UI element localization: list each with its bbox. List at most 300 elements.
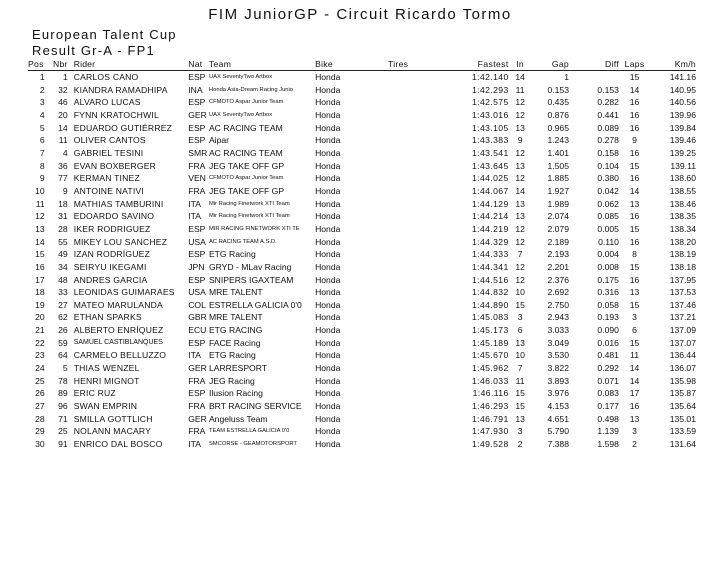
cell-nat: VEN: [188, 173, 206, 184]
cell-bike: Honda: [315, 388, 341, 399]
table-row: [28, 96, 696, 109]
cell-fastest: 1:42.575: [472, 97, 509, 108]
cell-pos: 10: [35, 185, 45, 196]
cell-nbr: 49: [58, 249, 68, 260]
cell-pos: 6: [39, 135, 45, 146]
cell-kmh: 133.59: [669, 426, 696, 437]
cell-kmh: 138.19: [669, 249, 696, 260]
cell-nbr: 64: [58, 350, 68, 361]
cell-kmh: 138.34: [669, 223, 696, 234]
cell-gap: 3.822: [547, 363, 569, 374]
cell-pos: 22: [35, 337, 45, 348]
cell-fastest: 1:46.293: [472, 401, 509, 412]
cell-kmh: 140.56: [669, 97, 696, 108]
cell-nbr: 25: [58, 426, 68, 437]
cell-gap: 1.401: [547, 147, 569, 158]
cell-pos: 12: [35, 211, 45, 222]
cell-bike: Honda: [315, 236, 341, 247]
table-row: [28, 147, 696, 160]
col-nat: Nat: [188, 59, 207, 71]
cell-rider: ENRICO DAL BOSCO: [73, 439, 163, 450]
cell-tires: [388, 438, 436, 451]
cell-kmh: 137.46: [669, 299, 696, 310]
cell-rider: ALBERTO ENRÍQUEZ: [73, 325, 164, 336]
cell-tires: [388, 172, 436, 185]
cell-rider: ANDRES GARCIA: [73, 274, 148, 285]
table-row: [28, 236, 696, 249]
cell-in: 12: [515, 261, 525, 272]
cell-pos: 5: [39, 122, 45, 133]
cell-bike: Honda: [315, 97, 341, 108]
cell-rider: KIANDRA RAMADHIPA: [73, 84, 168, 95]
cell-nbr: 1: [62, 72, 68, 82]
cell-diff: 0.042: [597, 185, 619, 196]
cell-bike: Honda: [315, 401, 341, 412]
table-row: [28, 286, 696, 299]
cell-diff: 0.153: [597, 84, 619, 95]
cell-tires: [388, 400, 436, 413]
cell-bike: Honda: [315, 350, 341, 361]
cell-tires: [388, 160, 436, 173]
cell-laps: 3: [632, 426, 637, 437]
cell-kmh: 138.55: [669, 185, 696, 196]
cell-laps: 15: [629, 337, 640, 348]
cell-fastest: 1:46.116: [472, 388, 509, 399]
cell-nbr: 34: [58, 261, 68, 272]
cell-nbr: 62: [58, 312, 68, 323]
cell-gap: 0.435: [547, 97, 569, 108]
cell-bike: Honda: [315, 439, 341, 450]
cell-nat: ITA: [188, 198, 201, 209]
cell-laps: 15: [629, 223, 640, 234]
cell-gap: 0.153: [547, 84, 569, 95]
cell-fastest: 1:44.214: [472, 211, 509, 222]
cell-nbr: 31: [58, 211, 68, 222]
cell-team: FACE Racing: [208, 337, 261, 348]
cell-kmh: 138.20: [669, 236, 696, 247]
cell-nbr: 9: [62, 185, 68, 196]
cell-nat: INA: [188, 84, 203, 95]
cell-bike: Honda: [315, 375, 341, 386]
col-gap: Gap: [532, 59, 569, 71]
col-tires: Tires: [388, 59, 436, 71]
cell-nbr: 91: [58, 439, 68, 450]
cell-rider: MIKEY LOU SANCHEZ: [73, 236, 168, 247]
cell-in: 7: [517, 249, 523, 260]
cell-fastest: 1:45.189: [472, 337, 509, 348]
cell-nbr: 5: [62, 363, 68, 374]
cell-rider: SMILLA GOTTLICH: [73, 413, 153, 424]
cell-team: GRYD - MLav Racing: [208, 261, 292, 272]
cell-diff: 0.058: [597, 299, 619, 310]
cell-gap: 2.750: [547, 299, 569, 310]
cell-rider: EDUARDO GUTIÉRREZ: [73, 122, 173, 133]
results-table-header: [28, 59, 696, 71]
cell-rider: LEONIDAS GUIMARAES: [73, 287, 175, 298]
cell-laps: 8: [632, 249, 637, 260]
cell-tires: [388, 387, 436, 400]
cell-gap: 7.388: [547, 439, 569, 450]
cell-pos: 28: [35, 413, 45, 424]
results-table-body: [28, 71, 696, 451]
cell-tires: [388, 223, 436, 236]
cell-in: 12: [515, 109, 525, 120]
page-title: FIM JuniorGP - Circuit Ricardo Tormo: [208, 6, 512, 23]
cell-rider: ETHAN SPARKS: [73, 312, 142, 323]
cell-rider: EVAN BOXBERGER: [73, 160, 157, 171]
cell-pos: 27: [35, 401, 45, 412]
cell-pos: 14: [35, 236, 45, 247]
cell-diff: 0.004: [597, 249, 619, 260]
table-row: [28, 425, 696, 438]
cell-kmh: 139.11: [670, 160, 696, 171]
cell-in: 14: [515, 72, 525, 82]
cell-team: CFMOTO Aspar Junior Team: [208, 99, 284, 106]
cell-bike: Honda: [315, 198, 341, 209]
cell-laps: 9: [632, 135, 637, 146]
cell-pos: 4: [39, 109, 45, 120]
cell-pos: 29: [35, 426, 45, 437]
cell-rider: ALVARO LUCAS: [73, 97, 141, 108]
cell-laps: 11: [630, 350, 639, 361]
table-row: [28, 198, 696, 211]
cell-laps: 15: [629, 160, 640, 171]
cell-nbr: 36: [58, 160, 68, 171]
cell-diff: 0.110: [598, 236, 619, 247]
cell-laps: 16: [629, 147, 640, 158]
cell-nat: ITA: [188, 211, 201, 222]
cell-pos: 8: [39, 160, 45, 171]
cell-diff: 0.085: [597, 211, 619, 222]
cell-pos: 18: [35, 287, 45, 298]
cell-tires: [388, 337, 436, 350]
cell-gap: 2.376: [547, 274, 569, 285]
cell-gap: 1.885: [547, 173, 569, 184]
cell-gap: 3.530: [547, 350, 569, 361]
cell-nat: FRA: [188, 401, 206, 412]
cell-pos: 23: [35, 350, 45, 361]
cell-diff: 0.104: [597, 160, 619, 171]
cell-laps: 14: [629, 84, 640, 95]
cell-in: 10: [515, 350, 525, 361]
cell-team: JEG TAKE OFF GP: [208, 185, 285, 196]
cell-nat: FRA: [188, 160, 206, 171]
cell-gap: 4.153: [547, 401, 569, 412]
cell-gap: 1.927: [547, 185, 569, 196]
cell-kmh: 139.25: [669, 147, 696, 158]
cell-nbr: 27: [58, 299, 68, 310]
cell-in: 12: [515, 173, 525, 184]
cell-gap: 3.033: [547, 325, 569, 336]
championship-name: European Talent Cup: [32, 27, 177, 42]
cell-rider: CARMELO BELLUZZO: [73, 350, 167, 361]
table-row: [28, 71, 696, 84]
cell-bike: Honda: [315, 185, 341, 196]
cell-in: 12: [515, 223, 525, 234]
cell-fastest: 1:49.528: [472, 439, 509, 450]
cell-fastest: 1:44.329: [472, 236, 509, 247]
col-kmh: Km/h: [650, 59, 696, 71]
cell-bike: Honda: [315, 72, 341, 82]
cell-pos: 30: [35, 439, 45, 450]
cell-pos: 25: [35, 375, 45, 386]
col-team: Team: [207, 59, 313, 71]
cell-kmh: 138.18: [669, 261, 696, 272]
cell-team: MRE TALENT: [208, 287, 263, 298]
cell-fastest: 1:44.890: [472, 299, 509, 310]
table-row: [28, 274, 696, 287]
cell-kmh: 139.46: [669, 135, 696, 146]
cell-nat: ECU: [188, 325, 207, 336]
cell-in: 12: [515, 236, 525, 247]
cell-diff: 0.292: [597, 363, 619, 374]
cell-gap: 2.692: [547, 287, 569, 298]
header-row: [28, 59, 696, 71]
cell-team: Mir Racing Finetwork XTI Team: [208, 200, 290, 207]
cell-diff: 0.481: [597, 350, 619, 361]
cell-bike: Honda: [315, 287, 341, 298]
cell-gap: 3.976: [547, 388, 569, 399]
cell-gap: 3.049: [547, 337, 569, 348]
cell-nbr: 11: [58, 135, 68, 146]
cell-bike: Honda: [315, 261, 341, 272]
cell-nat: ITA: [188, 439, 201, 450]
cell-nat: FRA: [188, 185, 206, 196]
table-row: [28, 223, 696, 236]
cell-diff: 0.158: [597, 147, 619, 158]
cell-nat: COL: [188, 299, 206, 310]
cell-in: 15: [515, 388, 525, 399]
cell-in: 10: [515, 287, 525, 298]
table-row: [28, 172, 696, 185]
cell-gap: 1: [564, 72, 569, 82]
cell-nbr: 77: [58, 173, 68, 184]
cell-tires: [388, 210, 436, 223]
cell-nat: ESP: [188, 97, 206, 108]
cell-bike: Honda: [315, 426, 341, 437]
cell-fastest: 1:44.333: [472, 249, 509, 260]
cell-kmh: 140.95: [669, 84, 696, 95]
cell-nat: GBR: [188, 312, 207, 323]
cell-nat: ESP: [188, 274, 206, 285]
cell-nbr: 20: [58, 109, 68, 120]
cell-diff: 0.090: [597, 325, 619, 336]
cell-nat: FRA: [188, 426, 206, 437]
cell-laps: 2: [632, 439, 637, 450]
cell-laps: 16: [629, 211, 640, 222]
cell-diff: 0.380: [597, 173, 619, 184]
cell-in: 13: [515, 337, 525, 348]
cell-nbr: 55: [58, 236, 68, 247]
cell-tires: [388, 299, 436, 312]
cell-nat: GER: [188, 363, 207, 374]
cell-pos: 7: [39, 147, 45, 158]
cell-in: 13: [515, 413, 525, 424]
cell-team: ESTRELLA GALICIA 0'0: [208, 299, 302, 310]
cell-diff: 0.008: [597, 261, 619, 272]
cell-diff: 0.016: [597, 337, 619, 348]
cell-pos: 11: [35, 198, 45, 209]
cell-laps: 13: [629, 413, 640, 424]
cell-pos: 2: [39, 84, 45, 95]
cell-in: 11: [515, 84, 525, 95]
cell-nat: USA: [188, 287, 206, 298]
cell-laps: 15: [629, 299, 640, 310]
cell-team: UAX SeventyTwo Artbox: [208, 74, 273, 80]
cell-diff: 0.177: [597, 401, 619, 412]
cell-team: JEG Racing: [208, 375, 255, 386]
cell-rider: CARLOS CANO: [73, 72, 139, 82]
cell-nbr: 28: [58, 223, 68, 234]
cell-laps: 16: [629, 236, 640, 247]
cell-fastest: 1:47.930: [472, 426, 509, 437]
cell-tires: [388, 362, 436, 375]
cell-rider: GABRIEL TESINI: [73, 147, 144, 158]
cell-rider: SAMUEL CASTIBLANQUES: [73, 338, 163, 346]
cell-fastest: 1:43.383: [472, 135, 509, 146]
cell-diff: 0.278: [597, 135, 619, 146]
cell-team: BRT RACING SERVICE: [208, 401, 302, 412]
cell-nat: ESP: [188, 388, 206, 399]
cell-rider: NOLANN MACARY: [73, 426, 152, 437]
cell-tires: [388, 413, 436, 426]
cell-laps: 15: [629, 261, 640, 272]
cell-in: 13: [515, 160, 525, 171]
col-in: In: [509, 59, 532, 71]
cell-fastest: 1:44.025: [472, 173, 509, 184]
cell-tires: [388, 109, 436, 122]
cell-bike: Honda: [315, 147, 341, 158]
table-row: [28, 134, 696, 147]
cell-nbr: 4: [62, 147, 68, 158]
cell-diff: 0.071: [597, 375, 619, 386]
cell-pos: 19: [35, 299, 45, 310]
cell-fastest: 1:45.083: [472, 312, 509, 323]
cell-bike: Honda: [315, 223, 341, 234]
cell-tires: [388, 185, 436, 198]
cell-laps: 16: [629, 122, 640, 133]
cell-gap: 2.201: [547, 261, 569, 272]
col-pos: Pos: [28, 59, 44, 69]
col-nbr: Nbr: [45, 59, 72, 71]
cell-team: CFMOTO Aspar Junior Team: [208, 175, 284, 182]
cell-tires: [388, 286, 436, 299]
cell-laps: 14: [629, 375, 640, 386]
cell-laps: 13: [629, 287, 640, 298]
cell-pos: 1: [39, 72, 45, 82]
cell-nat: ITA: [188, 350, 201, 361]
table-row: [28, 248, 696, 261]
cell-pos: 9: [39, 173, 45, 184]
cell-diff: 0.175: [597, 274, 619, 285]
cell-bike: Honda: [315, 173, 341, 184]
table-row: [28, 324, 696, 337]
cell-rider: KERMAN TINEZ: [73, 173, 140, 184]
cell-gap: 1.243: [547, 135, 569, 146]
cell-nat: ESP: [188, 122, 206, 133]
cell-team: MRE TALENT: [208, 312, 263, 323]
cell-bike: Honda: [315, 413, 341, 424]
cell-tires: [388, 311, 436, 324]
cell-nbr: 89: [58, 388, 68, 399]
cell-gap: 4.651: [547, 413, 569, 424]
cell-team: ETG RACING: [208, 325, 263, 336]
cell-diff: 0.282: [597, 97, 619, 108]
cell-in: 6: [517, 325, 523, 336]
cell-nbr: 48: [58, 274, 68, 285]
table-row: [28, 413, 696, 426]
cell-bike: Honda: [315, 135, 341, 146]
cell-kmh: 136.07: [669, 363, 696, 374]
cell-gap: 3.893: [547, 375, 569, 386]
cell-kmh: 138.46: [669, 198, 696, 209]
cell-laps: 3: [632, 312, 637, 323]
cell-tires: [388, 261, 436, 274]
table-row: [28, 109, 696, 122]
cell-in: 15: [515, 299, 525, 310]
cell-laps: 13: [629, 198, 640, 209]
cell-pos: 17: [35, 274, 45, 285]
cell-fastest: 1:46.791: [472, 413, 509, 424]
cell-laps: 6: [632, 325, 637, 336]
cell-bike: Honda: [315, 312, 341, 323]
cell-team: LARRESPORT: [208, 363, 268, 374]
cell-team: Honda Asia-Dream Racing Junio: [208, 86, 294, 93]
cell-fastest: 1:42.293: [472, 84, 509, 95]
cell-diff: 0.062: [597, 198, 619, 209]
cell-rider: OLIVER CANTOS: [73, 135, 146, 146]
cell-rider: SWAN EMPRIN: [73, 401, 138, 412]
col-laps: Laps: [619, 59, 650, 71]
cell-fastest: 1:44.067: [472, 185, 509, 196]
table-row: [28, 438, 696, 451]
cell-in: 7: [517, 363, 523, 374]
cell-bike: Honda: [315, 325, 341, 336]
cell-diff: 0.498: [597, 413, 619, 424]
cell-kmh: 137.21: [669, 312, 696, 323]
cell-team: ETG Racing: [208, 350, 256, 361]
cell-fastest: 1:44.516: [472, 274, 509, 285]
cell-team: Aipar: [208, 135, 229, 146]
cell-in: 11: [515, 375, 525, 386]
cell-nbr: 14: [58, 122, 68, 133]
cell-team: JEG TAKE OFF GP: [208, 160, 285, 171]
table-row: [28, 362, 696, 375]
cell-kmh: 131.64: [669, 439, 696, 450]
cell-fastest: 1:43.105: [472, 122, 509, 133]
cell-laps: 16: [629, 173, 640, 184]
cell-laps: 17: [629, 388, 640, 399]
cell-pos: 16: [35, 261, 45, 272]
cell-laps: 16: [629, 274, 640, 285]
cell-tires: [388, 147, 436, 160]
cell-pos: 21: [35, 325, 45, 336]
cell-nat: ESP: [188, 135, 206, 146]
cell-diff: 0.089: [597, 122, 619, 133]
cell-in: 15: [515, 401, 525, 412]
col-bike: Bike: [313, 59, 388, 71]
cell-tires: [388, 198, 436, 211]
cell-in: 2: [517, 439, 523, 450]
cell-laps: 16: [629, 109, 640, 120]
cell-diff: 0.193: [597, 312, 619, 323]
cell-nat: USA: [188, 236, 206, 247]
cell-rider: IZAN RODRÍGUEZ: [73, 249, 151, 260]
cell-nbr: 18: [58, 198, 68, 209]
cell-diff: 0.005: [597, 223, 619, 234]
cell-rider: HENRI MIGNOT: [73, 375, 140, 386]
cell-bike: Honda: [315, 363, 341, 374]
